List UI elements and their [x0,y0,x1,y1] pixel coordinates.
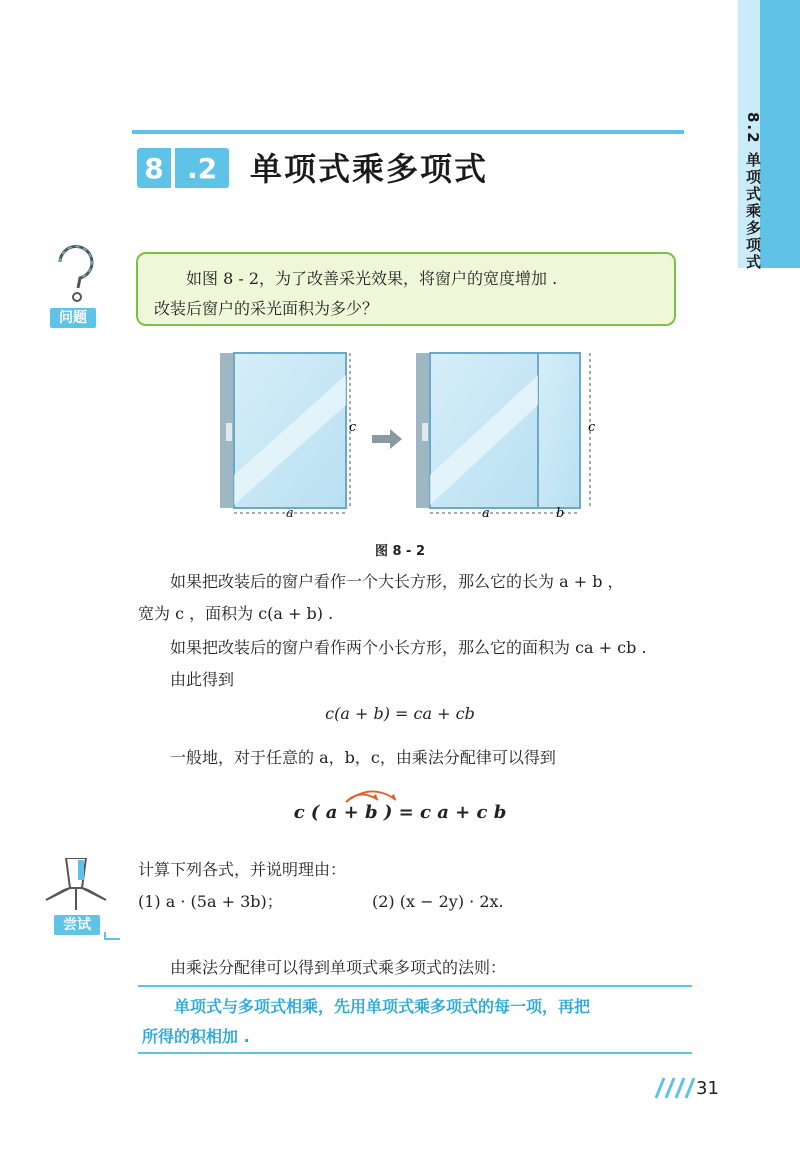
page-slash-decoration [652,1074,696,1100]
problem-line-1: 如图 8 - 2，为了改善采光效果，将窗户的宽度增加 . [186,269,558,288]
try-badge: 尝试 [54,915,100,935]
paragraph-3: 由此得到 [170,670,235,689]
try-icon [44,858,108,914]
formula-2: c ( a + b ) = c a + c b [293,802,507,823]
side-tab-section: 8.2 [744,112,762,145]
paragraph-2: 如果把改装后的窗户看作两个小长方形，那么它的面积为 ca + cb . [170,638,647,657]
page-number: 31 [696,1078,719,1099]
label-c-left: c [349,420,357,435]
problem-line-2: 改装后窗户的采光面积为多少？ [154,299,379,318]
enlarged-window [416,353,590,513]
rule-intro: 由乘法分配律可以得到单项式乘多项式的法则： [170,958,507,977]
label-a-left: a [286,506,294,521]
paragraph-1-line-1: 如果把改装后的窗户看作一个大长方形，那么它的长为 a + b ， [170,572,624,591]
question-mark-icon [48,240,104,306]
problem-badge: 问题 [50,308,96,328]
paragraph-1-line-2: 宽为 c ，面积为 c(a + b) . [138,604,334,623]
rule-line-2: 所得的积相加 . [142,1027,250,1046]
side-tab-title: 单项式乘多项式 [744,151,762,271]
page-title: 单项式乘多项式 [250,150,489,188]
section-number [137,148,229,188]
original-window [220,353,350,513]
section-number-minor: .2 [186,151,218,185]
side-tab-label [742,112,764,271]
rule-statement [142,992,690,1052]
try-item-1: (1) a · (5a + 3b)； [138,892,283,911]
section-number-major: 8 [144,151,164,185]
rule-top-border [138,985,692,987]
try-item-2: (2) (x − 2y) · 2x. [372,892,504,911]
header-rule [132,130,684,134]
label-c-right: c [588,420,596,435]
label-a-right: a [482,506,490,521]
rule-bottom-border [138,1052,692,1054]
paragraph-4: 一般地，对于任意的 a，b，c，由乘法分配律可以得到 [170,748,556,767]
formula-1: c(a + b) = ca + cb [325,704,475,723]
try-prompt: 计算下列各式，并说明理由： [138,860,347,879]
figure-caption: 图 8 - 2 [374,544,426,559]
right-arrow-icon [372,429,402,449]
problem-box [136,252,676,326]
window-figure [220,345,620,525]
rule-line-1: 单项式与多项式相乘，先用单项式乘多项式的每一项，再把 [174,997,591,1016]
label-b-right: b [556,506,565,521]
